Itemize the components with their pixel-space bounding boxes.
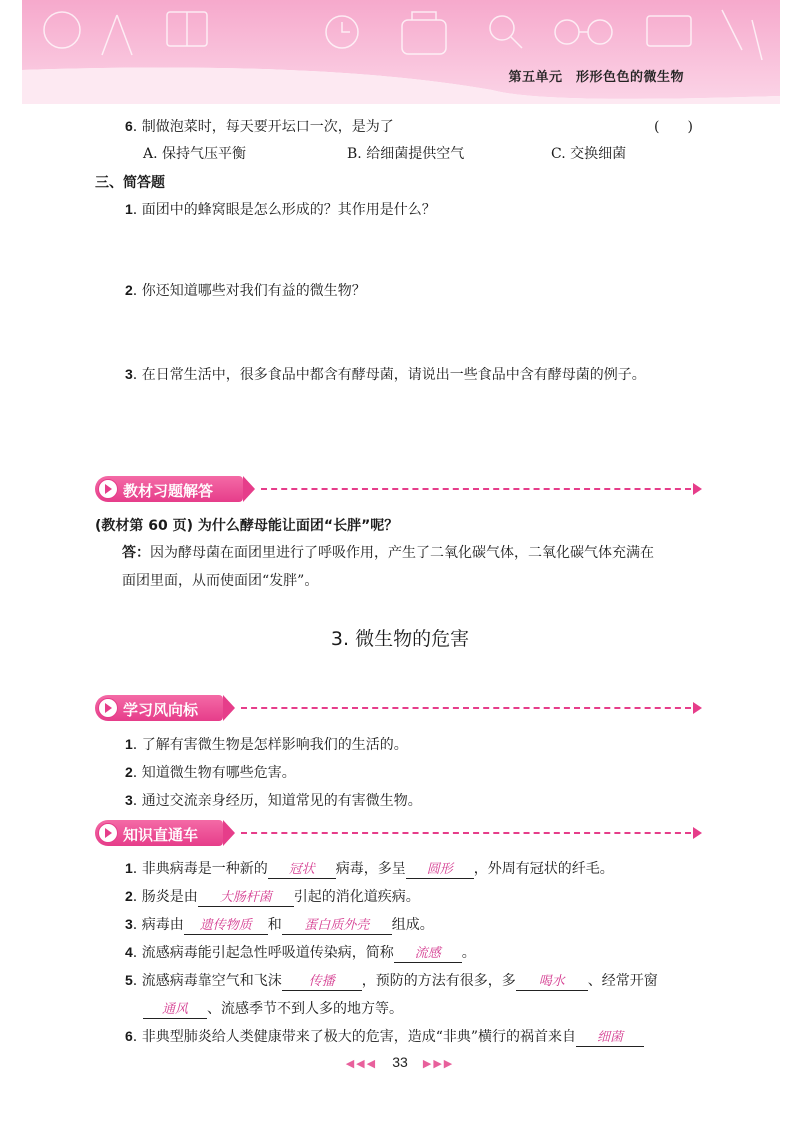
fill-blank (143, 1001, 207, 1019)
textbook-answer-line-2: 面团里面，从而使面团“发胖”。 (122, 573, 319, 589)
item-text: . 肠炎是由 (132, 889, 198, 905)
short-question-2 (125, 280, 366, 300)
item-text: 、流感季节不到人多的地方等。 (207, 1001, 403, 1017)
handwritten-answer: 蛋白质外壳 (304, 918, 370, 933)
banner-arrowhead (223, 820, 235, 846)
play-triangle-icon (105, 703, 112, 713)
header-band (22, 0, 780, 104)
fill-blank (394, 945, 462, 963)
study-goal-1 (125, 734, 408, 754)
section-title: 三、简答题 (95, 175, 165, 191)
answer-label: 答： (122, 545, 150, 561)
knowledge-item-5-cont (143, 998, 403, 1019)
arrow-right-icon (693, 702, 702, 714)
fill-blank (282, 973, 362, 991)
item-text: . 病毒由 (132, 917, 184, 933)
question-text: . 你还知道哪些对我们有益的微生物？ (132, 283, 366, 299)
arrow-right-icon (693, 827, 702, 839)
fill-blank (576, 1029, 644, 1047)
item-number: 6 (125, 1028, 133, 1044)
dashed-line (241, 832, 691, 834)
knowledge-item-5 (125, 970, 658, 991)
question-text: . 制做泡菜时，每天要开坛口一次，是为了 (132, 119, 394, 135)
knowledge-item-6 (125, 1026, 644, 1047)
item-number: 4 (125, 944, 133, 960)
fill-blank (184, 917, 268, 935)
item-text: ，外周有冠状的纤毛。 (473, 861, 614, 877)
knowledge-item-4 (125, 942, 476, 963)
prev-arrows-icon: ◀◀◀ (345, 1057, 378, 1070)
goal-number: 2 (125, 764, 133, 780)
item-text: 、经常开窗 (587, 973, 658, 989)
handwritten-answer: 流感 (414, 946, 441, 961)
play-triangle-icon (105, 828, 112, 838)
textbook-question: (教材第 60 页) 为什么酵母能让面团“长胖”呢？ (95, 518, 399, 534)
option-b: B. 给细菌提供空气 (347, 146, 465, 162)
fill-blank (282, 917, 392, 935)
lesson-title: 3. 微生物的危害 (330, 628, 470, 650)
unit-title: 第五单元 形形色色的微生物 (508, 70, 684, 85)
handwritten-answer: 传播 (308, 974, 335, 989)
goal-text: . 知道微生物有哪些危害。 (132, 765, 296, 781)
question-number: 2 (125, 282, 133, 298)
banner-label: 学习风向标 (123, 701, 199, 719)
dashed-line (241, 707, 691, 709)
item-text: . 非典病毒是一种新的 (132, 861, 268, 877)
knowledge-item-1 (125, 858, 614, 879)
question-number: 3 (125, 366, 133, 382)
knowledge-item-3 (125, 914, 434, 935)
item-text: ，预防的方法有很多，多 (361, 973, 516, 989)
handwritten-answer: 细菌 (597, 1030, 624, 1045)
fill-blank (516, 973, 588, 991)
goal-text: . 通过交流亲身经历，知道常见的有害微生物。 (132, 793, 422, 809)
answer-parentheses: ( ) (654, 119, 693, 135)
banner-textbook-answers (95, 476, 705, 502)
fill-blank (406, 861, 474, 879)
item-number: 5 (125, 972, 133, 988)
fill-blank (198, 889, 294, 907)
page-number: 33 (392, 1054, 408, 1070)
item-number: 1 (125, 860, 133, 876)
handwritten-answer: 大肠杆菌 (219, 890, 272, 905)
goal-number: 1 (125, 736, 133, 752)
arrow-right-icon (693, 483, 702, 495)
goal-text: . 了解有害微生物是怎样影响我们的生活的。 (132, 737, 408, 753)
play-triangle-icon (105, 484, 112, 494)
handwritten-answer: 冠状 (288, 862, 315, 877)
item-text: 引起的消化道疾病。 (293, 889, 420, 905)
banner-label: 教材习题解答 (123, 482, 214, 500)
question-text: . 在日常生活中，很多食品中都含有酵母菌，请说出一些食品中含有酵母菌的例子。 (132, 367, 646, 383)
study-goal-3 (125, 790, 422, 810)
study-goal-2 (125, 762, 296, 782)
fill-blank (268, 861, 336, 879)
item-text: 。 (461, 945, 476, 961)
banner-label: 知识直通车 (123, 826, 199, 844)
page-footer (0, 1052, 800, 1071)
item-number: 2 (125, 888, 133, 904)
item-text: . 非典型肺炎给人类健康带来了极大的危害，造成“非典”横行的祸首来自 (132, 1029, 577, 1045)
banner-study-goals (95, 695, 705, 721)
question-text: . 面团中的蜂窝眼是怎么形成的？其作用是什么？ (132, 202, 436, 218)
item-text: 组成。 (391, 917, 434, 933)
question-number: 1 (125, 201, 133, 217)
handwritten-answer: 遗传物质 (199, 918, 252, 933)
banner-knowledge (95, 820, 705, 846)
option-a: A. 保持气压平衡 (143, 146, 247, 162)
item-text: 和 (267, 917, 282, 933)
goal-number: 3 (125, 792, 133, 808)
option-c: C. 交换细菌 (551, 146, 627, 162)
knowledge-item-2 (125, 886, 420, 907)
banner-arrowhead (243, 476, 255, 502)
handwritten-answer: 通风 (161, 1002, 188, 1017)
handwritten-answer: 圆形 (426, 862, 453, 877)
textbook-answer-line-1 (122, 542, 654, 562)
handwritten-answer: 喝水 (538, 974, 565, 989)
item-text: 病毒，多呈 (335, 861, 406, 877)
dashed-line (261, 488, 691, 490)
banner-arrowhead (223, 695, 235, 721)
short-question-3 (125, 364, 646, 384)
item-number: 3 (125, 916, 133, 932)
item-text: . 流感病毒能引起急性呼吸道传染病，简称 (132, 945, 394, 961)
question-number: 6 (125, 118, 133, 134)
answer-text: 因为酵母菌在面团里进行了呼吸作用，产生了二氧化碳气体，二氧化碳气体充满在 (150, 545, 654, 561)
item-text: . 流感病毒靠空气和飞沫 (132, 973, 282, 989)
next-arrows-icon: ▶▶▶ (422, 1057, 455, 1070)
question-6 (125, 116, 394, 136)
short-question-1 (125, 199, 436, 219)
header-decoration (22, 0, 780, 104)
